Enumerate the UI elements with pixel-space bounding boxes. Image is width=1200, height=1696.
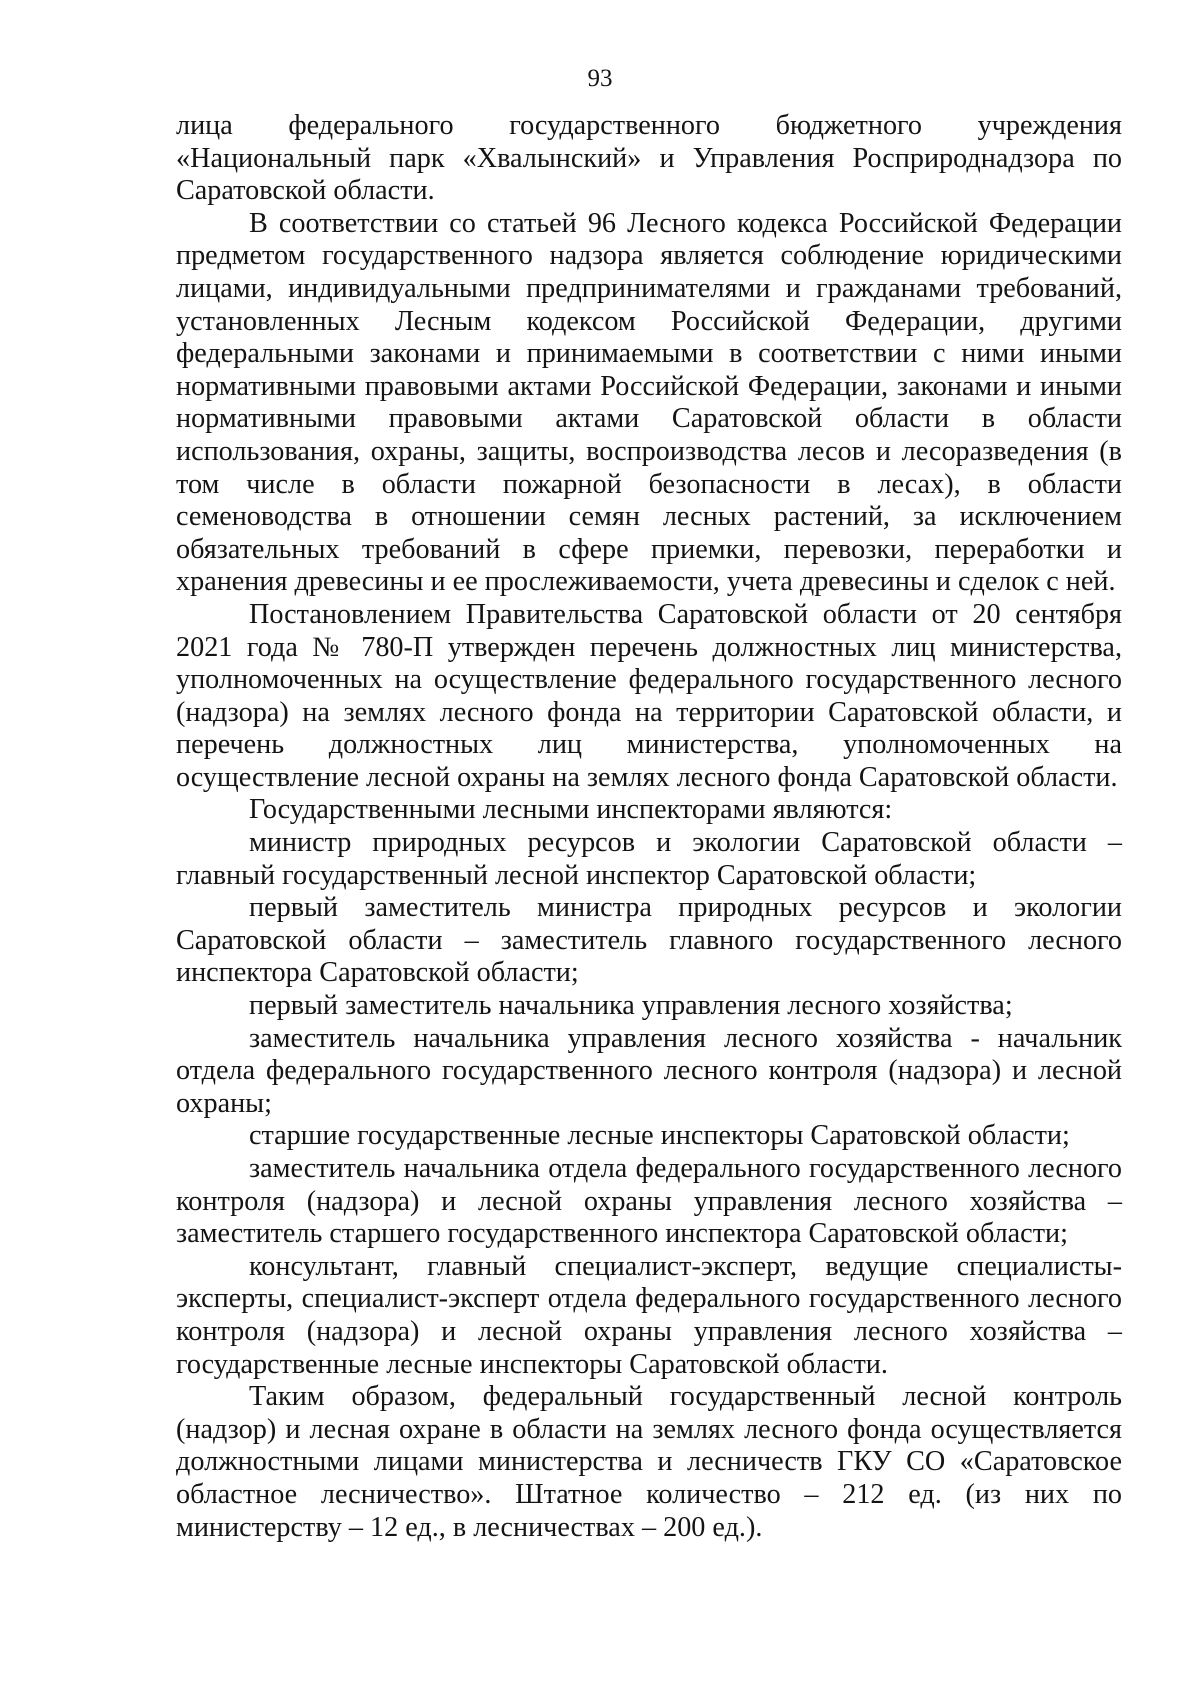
page-number: 93 xyxy=(587,65,613,92)
list-item-specialists: консультант, главный специалист-эксперт, ведущие специалисты-эксперты, специалист-эксперт отдела федерального государственного лесного контроля (надзора) и лесной охраны управления лесного хозяйства – государственные лесные инспекторы Саратовской области. xyxy=(176,1250,1122,1380)
document-body xyxy=(176,110,1122,1544)
list-item-first-deputy-minister: первый заместитель министра природных ресурсов и экологии Саратовской области – заместитель главного государственного лесного инспектора Саратовской области; xyxy=(176,892,1122,989)
paragraph-inspectors-intro: Государственными лесными инспекторами являются: xyxy=(249,794,893,826)
list-item-minister: министр природных ресурсов и экологии Саратовской области – главный государственный лесной инспектор Саратовской области; xyxy=(176,827,1122,891)
paragraph-government-resolution: Постановлением Правительства Саратовской области от 20 сентября 2021 года № 780-П утвержден перечень должностных лиц министерства, уполномоченных на осуществление федерального государственного лесного (надзора) на землях лесного фонда на территории Саратовской области, и перечень должностных лиц министерства, уполномоченных на осуществление лесной охраны на землях лесного фонда Саратовской области. xyxy=(176,598,1122,793)
paragraph-summary: Таким образом, федеральный государственный лесной контроль (надзор) и лесная охране в области на землях лесного фонда осуществляется должностными лицами министерства и лесничеств ГКУ СО «Саратовское областное лесничество». Штатное количество – 212 ед. (из них по министерству – 12 ед., в лесничествах – 200 ед.). xyxy=(176,1381,1122,1543)
list-item-deputy-head: заместитель начальника управления лесного хозяйства - начальник отдела федерального государственного лесного контроля (надзора) и лесной охраны; xyxy=(176,1022,1122,1119)
list-item-first-deputy-head: первый заместитель начальника управления лесного хозяйства; xyxy=(249,990,1013,1022)
paragraph-forest-code: В соответствии со статьей 96 Лесного кодекса Российской Федерации предметом государственного надзора является соблюдение юридическими лицами, индивидуальными предпринимателями и гражданами требований, установленных Лесным кодексом Российской Федерации, другими федеральными законами и принимаемыми в соответствии с ними иными нормативными правовыми актами Российской Федерации, законами и иными нормативными правовыми актами Саратовской области в области использования, охраны, защиты, воспроизводства лесов и лесоразведения (в том числе в области пожарной безопасности в лесах), в области семеноводства в отношении семян лесных растений, за исключением обязательных требований в сфере приемки, перевозки, переработки и хранения древесины и ее прослеживаемости, учета древесины и сделок с ней. xyxy=(176,207,1122,598)
list-item-senior-inspectors: старшие государственные лесные инспекторы Саратовской области; xyxy=(249,1120,1070,1152)
paragraph-continuation: лица федерального государственного бюджетного учреждения «Национальный парк «Хвалынский» и Управления Росприроднадзора по Саратовской области. xyxy=(176,110,1122,207)
list-item-deputy-department-head: заместитель начальника отдела федерального государственного лесного контроля (надзора) и лесной охраны управления лесного хозяйства – заместитель старшего государственного инспектора Саратовской области; xyxy=(176,1153,1122,1250)
